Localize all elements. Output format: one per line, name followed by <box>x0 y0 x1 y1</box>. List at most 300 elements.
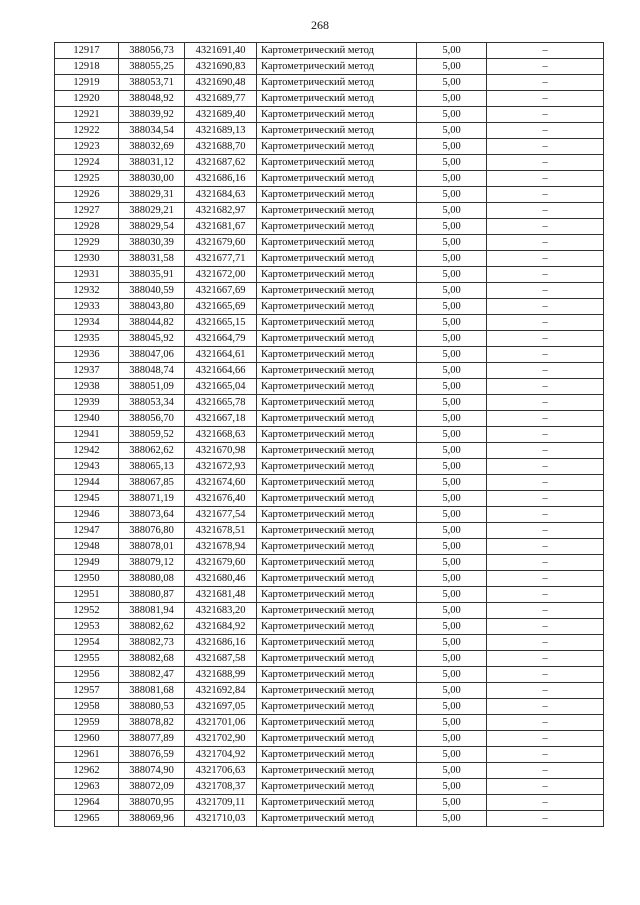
point-number-cell: 12961 <box>55 747 119 763</box>
x-coordinate-cell: 388056,70 <box>119 411 185 427</box>
table-row <box>55 571 604 587</box>
accuracy-cell: 5,00 <box>417 603 487 619</box>
point-number-cell: 12930 <box>55 251 119 267</box>
accuracy-cell: 5,00 <box>417 619 487 635</box>
method-cell: Картометрический метод <box>257 171 417 187</box>
accuracy-cell: 5,00 <box>417 747 487 763</box>
accuracy-cell: 5,00 <box>417 507 487 523</box>
accuracy-cell: 5,00 <box>417 315 487 331</box>
accuracy-cell: 5,00 <box>417 539 487 555</box>
x-coordinate-cell: 388031,12 <box>119 155 185 171</box>
note-cell: – <box>487 379 604 395</box>
x-coordinate-cell: 388045,92 <box>119 331 185 347</box>
x-coordinate-cell: 388067,85 <box>119 475 185 491</box>
table-row <box>55 475 604 491</box>
point-number-cell: 12953 <box>55 619 119 635</box>
method-cell: Картометрический метод <box>257 395 417 411</box>
point-number-cell: 12923 <box>55 139 119 155</box>
accuracy-cell: 5,00 <box>417 411 487 427</box>
point-number-cell: 12948 <box>55 539 119 555</box>
point-number-cell: 12942 <box>55 443 119 459</box>
table-row <box>55 715 604 731</box>
x-coordinate-cell: 388071,19 <box>119 491 185 507</box>
note-cell: – <box>487 155 604 171</box>
method-cell: Картометрический метод <box>257 187 417 203</box>
method-cell: Картометрический метод <box>257 299 417 315</box>
point-number-cell: 12958 <box>55 699 119 715</box>
y-coordinate-cell: 4321686,16 <box>185 635 257 651</box>
table-row <box>55 411 604 427</box>
note-cell: – <box>487 731 604 747</box>
point-number-cell: 12946 <box>55 507 119 523</box>
y-coordinate-cell: 4321665,69 <box>185 299 257 315</box>
point-number-cell: 12950 <box>55 571 119 587</box>
x-coordinate-cell: 388082,62 <box>119 619 185 635</box>
note-cell: – <box>487 571 604 587</box>
point-number-cell: 12957 <box>55 683 119 699</box>
method-cell: Картометрический метод <box>257 315 417 331</box>
y-coordinate-cell: 4321691,40 <box>185 43 257 59</box>
method-cell: Картометрический метод <box>257 523 417 539</box>
point-number-cell: 12928 <box>55 219 119 235</box>
y-coordinate-cell: 4321702,90 <box>185 731 257 747</box>
table-row <box>55 203 604 219</box>
table-row <box>55 219 604 235</box>
note-cell: – <box>487 171 604 187</box>
note-cell: – <box>487 107 604 123</box>
accuracy-cell: 5,00 <box>417 59 487 75</box>
x-coordinate-cell: 388051,09 <box>119 379 185 395</box>
point-number-cell: 12955 <box>55 651 119 667</box>
point-number-cell: 12934 <box>55 315 119 331</box>
table-row <box>55 651 604 667</box>
note-cell: – <box>487 331 604 347</box>
y-coordinate-cell: 4321684,63 <box>185 187 257 203</box>
method-cell: Картометрический метод <box>257 747 417 763</box>
note-cell: – <box>487 811 604 827</box>
point-number-cell: 12927 <box>55 203 119 219</box>
method-cell: Картометрический метод <box>257 811 417 827</box>
y-coordinate-cell: 4321688,99 <box>185 667 257 683</box>
point-number-cell: 12924 <box>55 155 119 171</box>
y-coordinate-cell: 4321706,63 <box>185 763 257 779</box>
accuracy-cell: 5,00 <box>417 651 487 667</box>
method-cell: Картометрический метод <box>257 443 417 459</box>
y-coordinate-cell: 4321665,04 <box>185 379 257 395</box>
note-cell: – <box>487 507 604 523</box>
point-number-cell: 12921 <box>55 107 119 123</box>
y-coordinate-cell: 4321683,20 <box>185 603 257 619</box>
x-coordinate-cell: 388040,59 <box>119 283 185 299</box>
note-cell: – <box>487 59 604 75</box>
note-cell: – <box>487 699 604 715</box>
table-row <box>55 523 604 539</box>
table-row <box>55 763 604 779</box>
x-coordinate-cell: 388069,96 <box>119 811 185 827</box>
x-coordinate-cell: 388029,21 <box>119 203 185 219</box>
y-coordinate-cell: 4321670,98 <box>185 443 257 459</box>
accuracy-cell: 5,00 <box>417 523 487 539</box>
accuracy-cell: 5,00 <box>417 667 487 683</box>
accuracy-cell: 5,00 <box>417 779 487 795</box>
accuracy-cell: 5,00 <box>417 731 487 747</box>
table-row <box>55 331 604 347</box>
y-coordinate-cell: 4321687,58 <box>185 651 257 667</box>
method-cell: Картометрический метод <box>257 475 417 491</box>
note-cell: – <box>487 363 604 379</box>
method-cell: Картометрический метод <box>257 667 417 683</box>
point-number-cell: 12938 <box>55 379 119 395</box>
method-cell: Картометрический метод <box>257 715 417 731</box>
y-coordinate-cell: 4321664,61 <box>185 347 257 363</box>
y-coordinate-cell: 4321701,06 <box>185 715 257 731</box>
note-cell: – <box>487 715 604 731</box>
accuracy-cell: 5,00 <box>417 475 487 491</box>
point-number-cell: 12943 <box>55 459 119 475</box>
method-cell: Картометрический метод <box>257 155 417 171</box>
point-number-cell: 12936 <box>55 347 119 363</box>
x-coordinate-cell: 388056,73 <box>119 43 185 59</box>
accuracy-cell: 5,00 <box>417 171 487 187</box>
accuracy-cell: 5,00 <box>417 155 487 171</box>
point-number-cell: 12918 <box>55 59 119 75</box>
y-coordinate-cell: 4321709,11 <box>185 795 257 811</box>
table-row <box>55 427 604 443</box>
method-cell: Картометрический метод <box>257 571 417 587</box>
table-row <box>55 603 604 619</box>
y-coordinate-cell: 4321672,93 <box>185 459 257 475</box>
note-cell: – <box>487 219 604 235</box>
table-row <box>55 139 604 155</box>
x-coordinate-cell: 388070,95 <box>119 795 185 811</box>
x-coordinate-cell: 388072,09 <box>119 779 185 795</box>
method-cell: Картометрический метод <box>257 363 417 379</box>
table-row <box>55 811 604 827</box>
x-coordinate-cell: 388074,90 <box>119 763 185 779</box>
table-row <box>55 267 604 283</box>
point-number-cell: 12945 <box>55 491 119 507</box>
point-number-cell: 12951 <box>55 587 119 603</box>
accuracy-cell: 5,00 <box>417 443 487 459</box>
point-number-cell: 12956 <box>55 667 119 683</box>
method-cell: Картометрический метод <box>257 603 417 619</box>
point-number-cell: 12963 <box>55 779 119 795</box>
point-number-cell: 12932 <box>55 283 119 299</box>
point-number-cell: 12935 <box>55 331 119 347</box>
x-coordinate-cell: 388079,12 <box>119 555 185 571</box>
point-number-cell: 12964 <box>55 795 119 811</box>
table-row <box>55 587 604 603</box>
x-coordinate-cell: 388062,62 <box>119 443 185 459</box>
x-coordinate-cell: 388048,74 <box>119 363 185 379</box>
table-row <box>55 123 604 139</box>
accuracy-cell: 5,00 <box>417 491 487 507</box>
x-coordinate-cell: 388039,92 <box>119 107 185 123</box>
y-coordinate-cell: 4321668,63 <box>185 427 257 443</box>
note-cell: – <box>487 795 604 811</box>
note-cell: – <box>487 667 604 683</box>
y-coordinate-cell: 4321665,15 <box>185 315 257 331</box>
accuracy-cell: 5,00 <box>417 795 487 811</box>
x-coordinate-cell: 388030,00 <box>119 171 185 187</box>
x-coordinate-cell: 388029,54 <box>119 219 185 235</box>
method-cell: Картометрический метод <box>257 539 417 555</box>
y-coordinate-cell: 4321680,46 <box>185 571 257 587</box>
y-coordinate-cell: 4321686,16 <box>185 171 257 187</box>
table-row <box>55 667 604 683</box>
y-coordinate-cell: 4321676,40 <box>185 491 257 507</box>
y-coordinate-cell: 4321682,97 <box>185 203 257 219</box>
note-cell: – <box>487 779 604 795</box>
method-cell: Картометрический метод <box>257 459 417 475</box>
point-number-cell: 12944 <box>55 475 119 491</box>
x-coordinate-cell: 388034,54 <box>119 123 185 139</box>
accuracy-cell: 5,00 <box>417 363 487 379</box>
point-number-cell: 12917 <box>55 43 119 59</box>
note-cell: – <box>487 187 604 203</box>
x-coordinate-cell: 388077,89 <box>119 731 185 747</box>
point-number-cell: 12965 <box>55 811 119 827</box>
method-cell: Картометрический метод <box>257 587 417 603</box>
accuracy-cell: 5,00 <box>417 283 487 299</box>
note-cell: – <box>487 651 604 667</box>
y-coordinate-cell: 4321690,48 <box>185 75 257 91</box>
y-coordinate-cell: 4321689,13 <box>185 123 257 139</box>
method-cell: Картометрический метод <box>257 235 417 251</box>
note-cell: – <box>487 683 604 699</box>
y-coordinate-cell: 4321667,18 <box>185 411 257 427</box>
note-cell: – <box>487 491 604 507</box>
table-row <box>55 75 604 91</box>
table-row <box>55 283 604 299</box>
table-row <box>55 699 604 715</box>
y-coordinate-cell: 4321677,54 <box>185 507 257 523</box>
x-coordinate-cell: 388032,69 <box>119 139 185 155</box>
x-coordinate-cell: 388078,01 <box>119 539 185 555</box>
point-number-cell: 12925 <box>55 171 119 187</box>
accuracy-cell: 5,00 <box>417 347 487 363</box>
x-coordinate-cell: 388035,91 <box>119 267 185 283</box>
table-row <box>55 379 604 395</box>
note-cell: – <box>487 475 604 491</box>
table-row <box>55 731 604 747</box>
table-row <box>55 619 604 635</box>
accuracy-cell: 5,00 <box>417 395 487 411</box>
method-cell: Картометрический метод <box>257 283 417 299</box>
note-cell: – <box>487 539 604 555</box>
accuracy-cell: 5,00 <box>417 107 487 123</box>
table-row <box>55 187 604 203</box>
method-cell: Картометрический метод <box>257 203 417 219</box>
x-coordinate-cell: 388081,68 <box>119 683 185 699</box>
table-row <box>55 299 604 315</box>
note-cell: – <box>487 459 604 475</box>
accuracy-cell: 5,00 <box>417 715 487 731</box>
x-coordinate-cell: 388065,13 <box>119 459 185 475</box>
y-coordinate-cell: 4321697,05 <box>185 699 257 715</box>
point-number-cell: 12960 <box>55 731 119 747</box>
point-number-cell: 12931 <box>55 267 119 283</box>
x-coordinate-cell: 388076,80 <box>119 523 185 539</box>
note-cell: – <box>487 555 604 571</box>
accuracy-cell: 5,00 <box>417 187 487 203</box>
y-coordinate-cell: 4321665,78 <box>185 395 257 411</box>
method-cell: Картометрический метод <box>257 427 417 443</box>
method-cell: Картометрический метод <box>257 251 417 267</box>
y-coordinate-cell: 4321710,03 <box>185 811 257 827</box>
note-cell: – <box>487 43 604 59</box>
table-row <box>55 91 604 107</box>
table-row <box>55 107 604 123</box>
accuracy-cell: 5,00 <box>417 763 487 779</box>
accuracy-cell: 5,00 <box>417 635 487 651</box>
point-number-cell: 12919 <box>55 75 119 91</box>
y-coordinate-cell: 4321689,40 <box>185 107 257 123</box>
y-coordinate-cell: 4321679,60 <box>185 555 257 571</box>
table-row <box>55 363 604 379</box>
note-cell: – <box>487 267 604 283</box>
table-row <box>55 459 604 475</box>
y-coordinate-cell: 4321684,92 <box>185 619 257 635</box>
accuracy-cell: 5,00 <box>417 235 487 251</box>
accuracy-cell: 5,00 <box>417 251 487 267</box>
table-row <box>55 171 604 187</box>
x-coordinate-cell: 388043,80 <box>119 299 185 315</box>
table-row <box>55 43 604 59</box>
x-coordinate-cell: 388073,64 <box>119 507 185 523</box>
accuracy-cell: 5,00 <box>417 331 487 347</box>
table-row <box>55 443 604 459</box>
method-cell: Картометрический метод <box>257 555 417 571</box>
x-coordinate-cell: 388055,25 <box>119 59 185 75</box>
x-coordinate-cell: 388076,59 <box>119 747 185 763</box>
note-cell: – <box>487 763 604 779</box>
x-coordinate-cell: 388029,31 <box>119 187 185 203</box>
x-coordinate-cell: 388059,52 <box>119 427 185 443</box>
accuracy-cell: 5,00 <box>417 139 487 155</box>
table-row <box>55 155 604 171</box>
table-row <box>55 507 604 523</box>
method-cell: Картометрический метод <box>257 411 417 427</box>
note-cell: – <box>487 283 604 299</box>
table-row <box>55 251 604 267</box>
accuracy-cell: 5,00 <box>417 427 487 443</box>
method-cell: Картометрический метод <box>257 59 417 75</box>
note-cell: – <box>487 75 604 91</box>
note-cell: – <box>487 123 604 139</box>
table-row <box>55 59 604 75</box>
accuracy-cell: 5,00 <box>417 75 487 91</box>
accuracy-cell: 5,00 <box>417 91 487 107</box>
page-number: 268 <box>311 18 329 32</box>
note-cell: – <box>487 411 604 427</box>
y-coordinate-cell: 4321664,79 <box>185 331 257 347</box>
accuracy-cell: 5,00 <box>417 555 487 571</box>
accuracy-cell: 5,00 <box>417 379 487 395</box>
method-cell: Картометрический метод <box>257 267 417 283</box>
point-number-cell: 12929 <box>55 235 119 251</box>
y-coordinate-cell: 4321690,83 <box>185 59 257 75</box>
method-cell: Картометрический метод <box>257 619 417 635</box>
y-coordinate-cell: 4321674,60 <box>185 475 257 491</box>
method-cell: Картометрический метод <box>257 507 417 523</box>
point-number-cell: 12941 <box>55 427 119 443</box>
y-coordinate-cell: 4321672,00 <box>185 267 257 283</box>
accuracy-cell: 5,00 <box>417 219 487 235</box>
method-cell: Картометрический метод <box>257 763 417 779</box>
table-row <box>55 635 604 651</box>
table-row <box>55 347 604 363</box>
x-coordinate-cell: 388053,34 <box>119 395 185 411</box>
y-coordinate-cell: 4321687,62 <box>185 155 257 171</box>
note-cell: – <box>487 139 604 155</box>
accuracy-cell: 5,00 <box>417 123 487 139</box>
y-coordinate-cell: 4321677,71 <box>185 251 257 267</box>
y-coordinate-cell: 4321678,51 <box>185 523 257 539</box>
table-row <box>55 779 604 795</box>
note-cell: – <box>487 523 604 539</box>
method-cell: Картометрический метод <box>257 379 417 395</box>
accuracy-cell: 5,00 <box>417 299 487 315</box>
note-cell: – <box>487 747 604 763</box>
accuracy-cell: 5,00 <box>417 587 487 603</box>
method-cell: Картометрический метод <box>257 331 417 347</box>
x-coordinate-cell: 388082,68 <box>119 651 185 667</box>
accuracy-cell: 5,00 <box>417 459 487 475</box>
method-cell: Картометрический метод <box>257 107 417 123</box>
method-cell: Картометрический метод <box>257 219 417 235</box>
point-number-cell: 12959 <box>55 715 119 731</box>
table-row <box>55 795 604 811</box>
note-cell: – <box>487 203 604 219</box>
note-cell: – <box>487 235 604 251</box>
x-coordinate-cell: 388053,71 <box>119 75 185 91</box>
method-cell: Картометрический метод <box>257 91 417 107</box>
x-coordinate-cell: 388080,08 <box>119 571 185 587</box>
y-coordinate-cell: 4321678,94 <box>185 539 257 555</box>
point-number-cell: 12920 <box>55 91 119 107</box>
accuracy-cell: 5,00 <box>417 43 487 59</box>
point-number-cell: 12939 <box>55 395 119 411</box>
method-cell: Картометрический метод <box>257 347 417 363</box>
method-cell: Картометрический метод <box>257 795 417 811</box>
y-coordinate-cell: 4321692,84 <box>185 683 257 699</box>
table-row <box>55 315 604 331</box>
coordinates-table-body <box>55 43 604 827</box>
table-row <box>55 683 604 699</box>
method-cell: Картометрический метод <box>257 683 417 699</box>
note-cell: – <box>487 251 604 267</box>
point-number-cell: 12926 <box>55 187 119 203</box>
x-coordinate-cell: 388080,53 <box>119 699 185 715</box>
method-cell: Картометрический метод <box>257 635 417 651</box>
point-number-cell: 12954 <box>55 635 119 651</box>
y-coordinate-cell: 4321704,92 <box>185 747 257 763</box>
point-number-cell: 12933 <box>55 299 119 315</box>
table-row <box>55 747 604 763</box>
method-cell: Картометрический метод <box>257 731 417 747</box>
x-coordinate-cell: 388078,82 <box>119 715 185 731</box>
x-coordinate-cell: 388044,82 <box>119 315 185 331</box>
accuracy-cell: 5,00 <box>417 699 487 715</box>
table-row <box>55 395 604 411</box>
method-cell: Картометрический метод <box>257 139 417 155</box>
x-coordinate-cell: 388047,06 <box>119 347 185 363</box>
y-coordinate-cell: 4321688,70 <box>185 139 257 155</box>
point-number-cell: 12949 <box>55 555 119 571</box>
note-cell: – <box>487 603 604 619</box>
note-cell: – <box>487 91 604 107</box>
